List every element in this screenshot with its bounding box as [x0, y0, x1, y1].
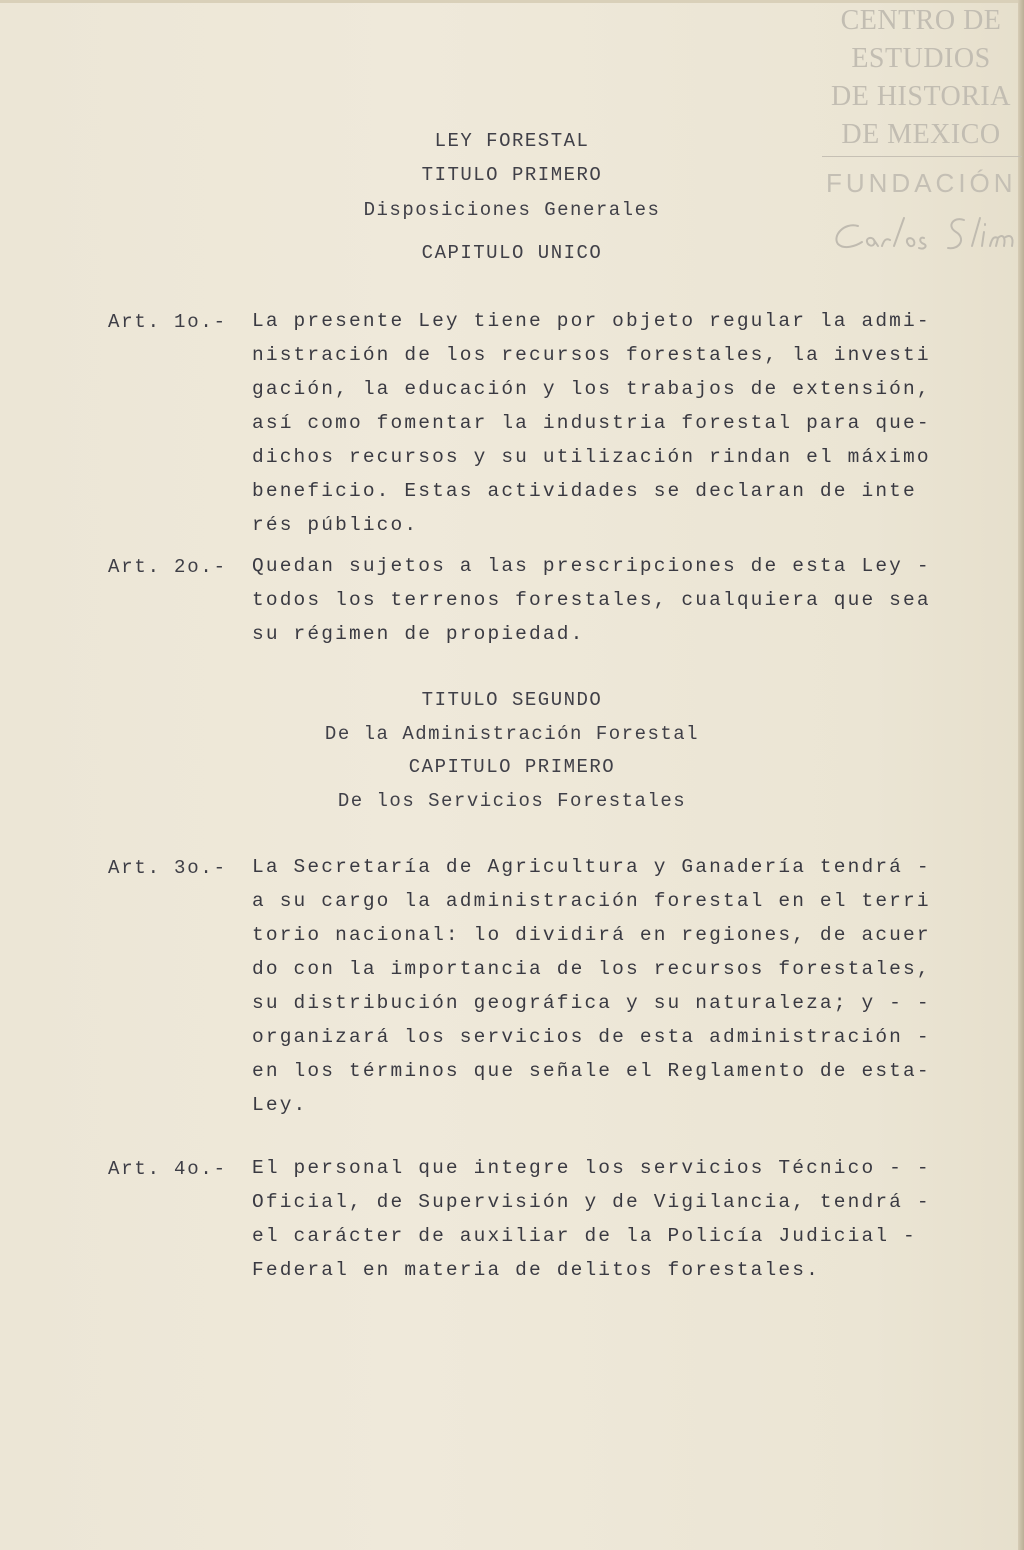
- article-3-label: Art. 3o.-: [108, 857, 227, 879]
- title-primero: TITULO PRIMERO: [421, 164, 603, 186]
- article-4-label: Art. 4o.-: [108, 1158, 227, 1180]
- text-line: Ley.: [252, 1094, 308, 1116]
- text-line: torio nacional: lo dividirá en regiones, de acuer: [252, 924, 931, 946]
- text-line: a su cargo la administración forestal en el terri: [252, 890, 931, 912]
- text-line: rés público.: [252, 514, 419, 536]
- article-2-label: Art. 2o.-: [108, 556, 227, 578]
- article-3-text: [252, 850, 952, 1122]
- title-subtitle: Disposiciones Generales: [363, 199, 661, 221]
- text-line: Federal en materia de delitos forestales.: [252, 1259, 820, 1281]
- chapter-primero-subtitle: De los Servicios Forestales: [337, 790, 687, 812]
- text-line: beneficio. Estas actividades se declaran de inte: [252, 480, 917, 502]
- text-line: así como fomentar la industria forestal para que-: [252, 412, 931, 434]
- text-line: todos los terrenos forestales, cualquiera que sea: [252, 589, 931, 611]
- title-segundo-subtitle: De la Administración Forestal: [324, 723, 700, 745]
- watermark-line: CENTRO DE: [840, 5, 1002, 36]
- watermark-fundacion: FUNDACIÓN: [826, 168, 1017, 198]
- watermark-line: ESTUDIOS: [851, 43, 991, 74]
- text-line: gación, la educación y los trabajos de extensión,: [252, 378, 931, 400]
- text-line: La presente Ley tiene por objeto regular la admi-: [252, 310, 931, 332]
- text-line: Quedan sujetos a las prescripciones de esta Ley -: [252, 555, 931, 577]
- text-line: su distribución geográfica y su naturaleza; y - -: [252, 992, 931, 1014]
- text-line: dichos recursos y su utilización rindan el máximo: [252, 446, 931, 468]
- chapter-primero: CAPITULO PRIMERO: [408, 756, 616, 778]
- watermark-line: DE MEXICO: [841, 119, 1001, 150]
- watermark-line: DE HISTORIA: [831, 81, 1011, 112]
- text-line: su régimen de propiedad.: [252, 623, 585, 645]
- text-line: do con la importancia de los recursos forestales,: [252, 958, 931, 980]
- law-title: LEY FORESTAL: [434, 130, 590, 152]
- text-line: nistración de los recursos forestales, la investi: [252, 344, 931, 366]
- title-segundo: TITULO SEGUNDO: [421, 689, 603, 711]
- article-2-text: [252, 549, 952, 651]
- text-line: el carácter de auxiliar de la Policía Judicial -: [252, 1225, 917, 1247]
- article-1-text: [252, 304, 952, 542]
- text-line: El personal que integre los servicios Técnico - -: [252, 1157, 931, 1179]
- text-line: organizará los servicios de esta administración -: [252, 1026, 931, 1048]
- article-1-label: Art. 1o.-: [108, 311, 227, 333]
- watermark-divider: [822, 156, 1022, 157]
- chapter-unico: CAPITULO UNICO: [421, 242, 603, 264]
- text-line: La Secretaría de Agricultura y Ganadería tendrá -: [252, 856, 931, 878]
- article-4-text: [252, 1151, 952, 1287]
- text-line: en los términos que señale el Reglamento de esta-: [252, 1060, 931, 1082]
- text-line: Oficial, de Supervisión y de Vigilancia, tendrá -: [252, 1191, 931, 1213]
